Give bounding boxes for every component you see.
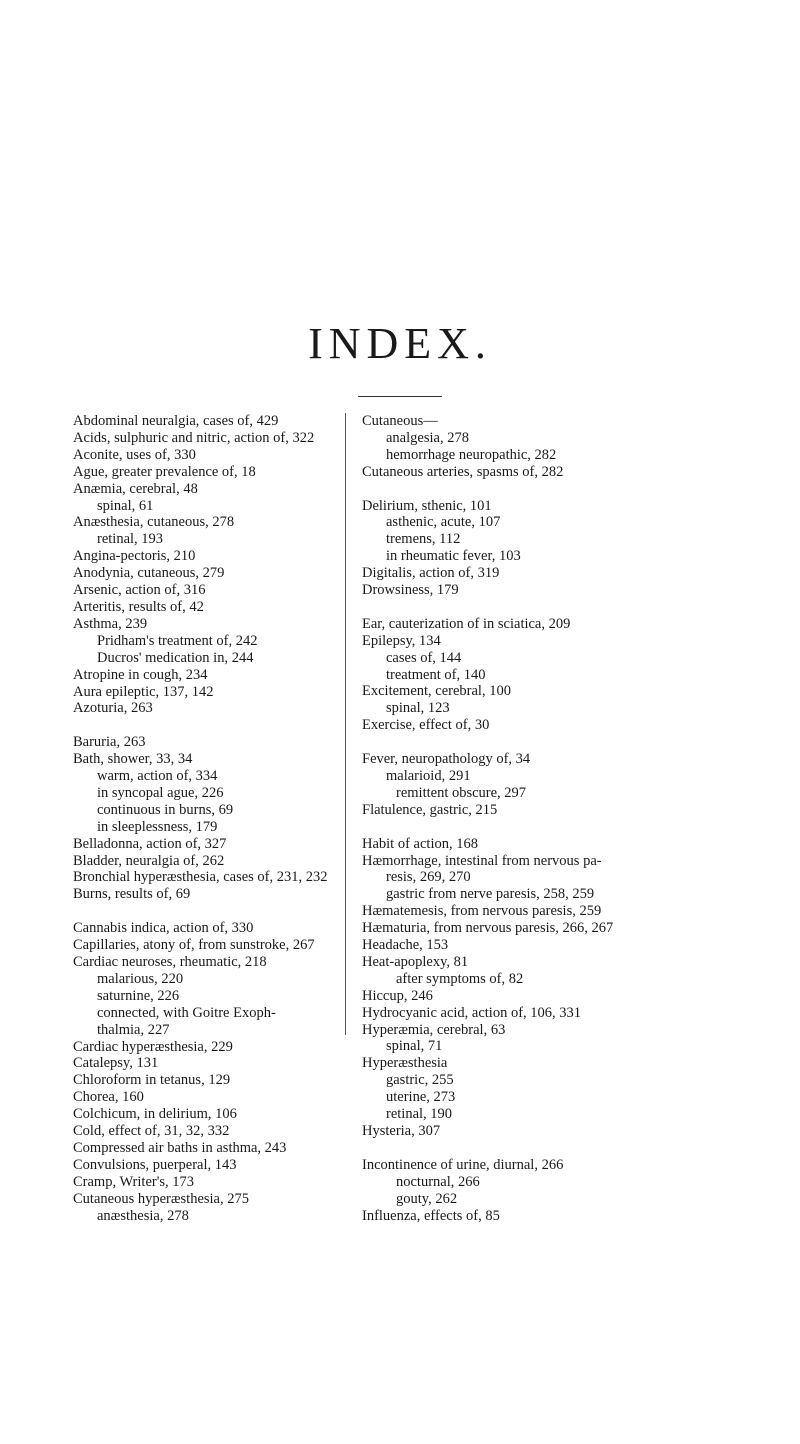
index-entry: Convulsions, puerperal, 143	[73, 1156, 237, 1173]
index-entry: Arsenic, action of, 316	[73, 582, 206, 599]
index-entry: Catalepsy, 131	[73, 1055, 159, 1072]
index-subentry: hemorrhage neuropathic, 282	[386, 446, 557, 463]
column-divider	[345, 413, 346, 1035]
index-entry: Ear, cauterization of in sciatica, 209	[362, 615, 571, 632]
index-subentry: malarioid, 291	[386, 767, 471, 784]
index-entry: Compressed air baths in asthma, 243	[73, 1139, 287, 1156]
index-entry: Headache, 153	[362, 937, 449, 954]
index-entry: Cutaneous—	[362, 413, 438, 429]
index-entry: Cutaneous hyperæsthesia, 275	[73, 1190, 249, 1207]
index-subentry: Pridham's treatment of, 242	[97, 632, 258, 649]
section-gap	[362, 1140, 772, 1157]
index-subentry: thalmia, 227	[97, 1021, 170, 1038]
index-entry: Chloroform in tetanus, 129	[73, 1072, 231, 1089]
index-entry: Baruria, 263	[73, 734, 146, 751]
index-entry: Hæmorrhage, intestinal from nervous pa-	[362, 852, 602, 869]
index-entry: Influenza, effects of, 85	[362, 1207, 500, 1224]
index-entry: Epilepsy, 134	[362, 632, 441, 649]
index-subentry: cases of, 144	[386, 649, 462, 666]
index-entry: Heat-apoplexy, 81	[362, 953, 469, 970]
index-entry: Hæmaturia, from nervous paresis, 266, 267	[362, 920, 614, 937]
section-gap	[362, 599, 772, 616]
index-entry: Arteritis, results of, 42	[73, 598, 204, 615]
index-entry: Colchicum, in delirium, 106	[73, 1106, 237, 1123]
section-gap	[362, 734, 772, 751]
index-subentry: spinal, 71	[386, 1038, 443, 1055]
index-entry: Atropine in cough, 234	[73, 666, 208, 683]
index-entry: Aconite, uses of, 330	[73, 446, 196, 463]
index-subentry: retinal, 193	[97, 531, 164, 548]
title-rule	[358, 396, 442, 397]
index-entry: Hysteria, 307	[362, 1123, 441, 1139]
index-subentry: resis, 269, 270	[386, 869, 471, 886]
index-column-right	[362, 413, 772, 1224]
index-subentry: gastric from nerve paresis, 258, 259	[386, 886, 595, 903]
index-entry: Ague, greater prevalence of, 18	[73, 463, 256, 480]
index-entry: Excitement, cerebral, 100	[362, 683, 511, 700]
index-entry: Anæsthesia, cutaneous, 278	[73, 514, 235, 531]
index-entry: Azoturia, 263	[73, 700, 153, 717]
index-subentry: retinal, 190	[386, 1106, 453, 1123]
index-subentry: gouty, 262	[396, 1190, 458, 1207]
index-subentry: warm, action of, 334	[97, 768, 218, 785]
index-entry: Cardiac hyperæsthesia, 229	[73, 1038, 233, 1055]
index-subentry: analgesia, 278	[386, 429, 469, 446]
index-entry: Angina-pectoris, 210	[73, 548, 196, 565]
index-entry: Exercise, effect of, 30	[362, 717, 490, 734]
index-entry: Chorea, 160	[73, 1089, 144, 1106]
section-gap	[362, 481, 772, 498]
index-subentry: Ducros' medication in, 244	[97, 649, 254, 666]
index-entry: Fever, neuropathology of, 34	[362, 751, 531, 768]
section-gap	[73, 717, 348, 734]
section-gap	[73, 903, 348, 920]
index-entry: Bronchial hyperæsthesia, cases of, 231, 232	[73, 869, 328, 886]
index-entry: Bath, shower, 33, 34	[73, 751, 193, 768]
index-entry: Hyperæsthesia	[362, 1055, 448, 1072]
index-entry: Digitalis, action of, 319	[362, 565, 500, 582]
index-entry: Cold, effect of, 31, 32, 332	[73, 1123, 230, 1140]
index-subentry: saturnine, 226	[97, 987, 180, 1004]
index-entry: Anæmia, cerebral, 48	[73, 480, 198, 497]
index-subentry: in rheumatic fever, 103	[386, 548, 521, 565]
index-subentry: malarious, 220	[97, 970, 184, 987]
index-entry: Drowsiness, 179	[362, 582, 459, 599]
index-entry: Habit of action, 168	[362, 835, 478, 852]
index-entry: Aura epileptic, 137, 142	[73, 683, 214, 700]
index-entry: Hyperæmia, cerebral, 63	[362, 1021, 506, 1038]
index-subentry: nocturnal, 266	[396, 1173, 480, 1190]
index-subentry: in sleeplessness, 179	[97, 818, 218, 835]
index-entry: Hæmatemesis, from nervous paresis, 259	[362, 903, 602, 920]
index-subentry: spinal, 61	[97, 497, 154, 514]
index-subentry: tremens, 112	[386, 531, 461, 548]
index-entry: Cutaneous arteries, spasms of, 282	[362, 463, 564, 480]
index-column-left	[73, 413, 348, 1224]
index-entry: Cannabis indica, action of, 330	[73, 920, 254, 937]
index-subentry: uterine, 273	[386, 1089, 456, 1106]
index-entry: Abdominal neuralgia, cases of, 429	[73, 413, 279, 429]
index-subentry: asthenic, acute, 107	[386, 514, 501, 531]
index-entry: Cramp, Writer's, 173	[73, 1173, 194, 1190]
index-entry: Delirium, sthenic, 101	[362, 497, 492, 514]
index-entry: Belladonna, action of, 327	[73, 835, 227, 852]
index-subentry: remittent obscure, 297	[396, 784, 527, 801]
index-subentry: treatment of, 140	[386, 666, 486, 683]
index-entry: Cardiac neuroses, rheumatic, 218	[73, 953, 267, 970]
index-subentry: connected, with Goitre Exoph-	[97, 1004, 276, 1021]
index-entry: Flatulence, gastric, 215	[362, 801, 498, 818]
index-entry: Asthma, 239	[73, 615, 148, 632]
section-gap	[362, 819, 772, 836]
index-entry: Burns, results of, 69	[73, 886, 191, 903]
index-entry: Capillaries, atony of, from sunstroke, 267	[73, 937, 315, 954]
index-entry: Hydrocyanic acid, action of, 106, 331	[362, 1004, 582, 1021]
index-subentry: anæsthesia, 278	[97, 1207, 189, 1224]
index-subentry: after symptoms of, 82	[396, 970, 524, 987]
index-subentry: continuous in burns, 69	[97, 801, 234, 818]
index-entry: Incontinence of urine, diurnal, 266	[362, 1156, 564, 1173]
index-entry: Hiccup, 246	[362, 987, 433, 1004]
index-subentry: in syncopal ague, 226	[97, 784, 224, 801]
index-subentry: spinal, 123	[386, 700, 450, 717]
page-title: INDEX.	[308, 319, 492, 368]
index-entry: Bladder, neuralgia of, 262	[73, 852, 225, 869]
index-entry: Anodynia, cutaneous, 279	[73, 565, 225, 582]
index-subentry: gastric, 255	[386, 1072, 454, 1089]
index-entry: Acids, sulphuric and nitric, action of, 322	[73, 429, 315, 446]
